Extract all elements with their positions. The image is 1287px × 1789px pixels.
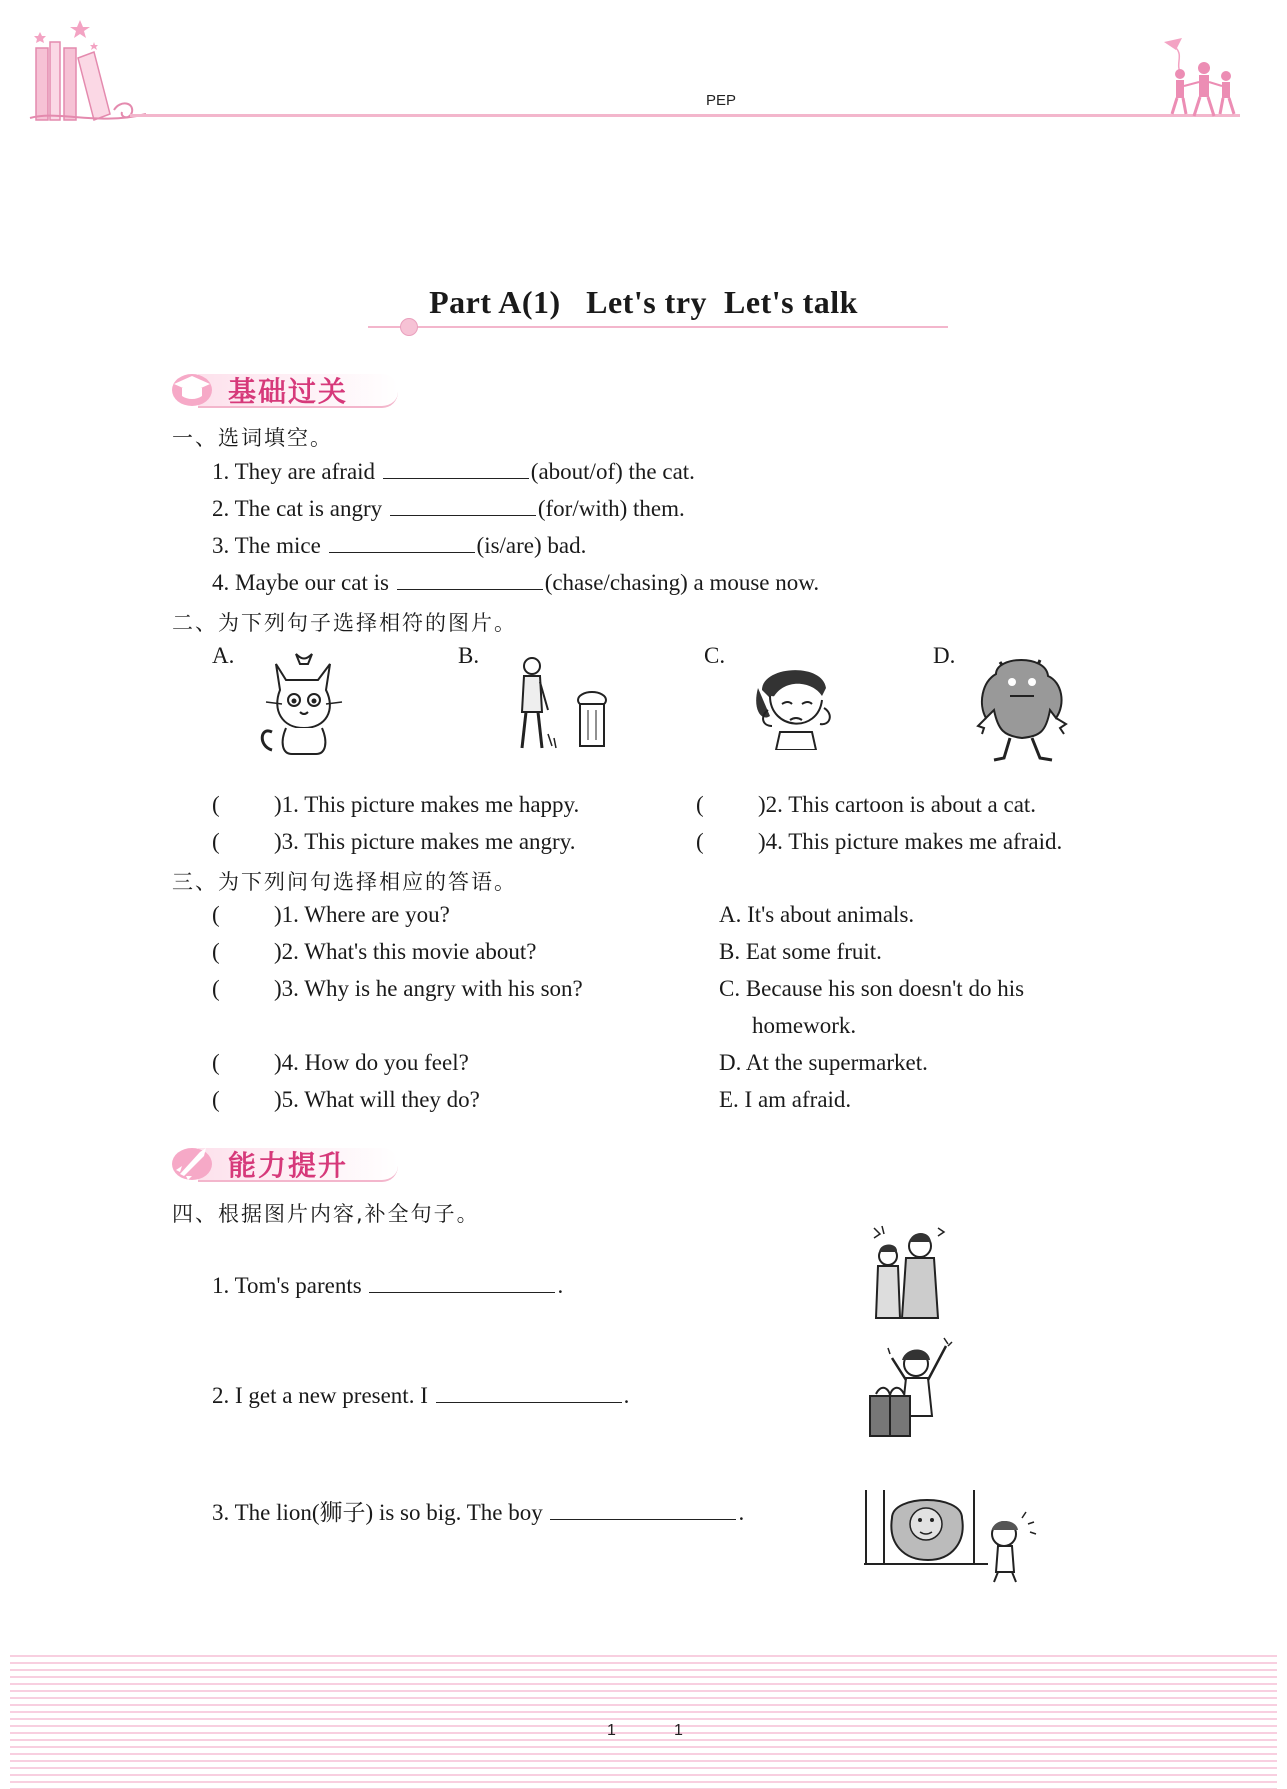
answer-blank[interactable] bbox=[390, 495, 536, 516]
answer-paren[interactable]: ( bbox=[696, 829, 704, 854]
happy-girl-present-picture bbox=[866, 1334, 958, 1440]
crying-girl-picture bbox=[752, 660, 846, 750]
answer-blank[interactable] bbox=[383, 458, 529, 479]
section-banner-basic bbox=[170, 368, 400, 408]
q4-item-period: . bbox=[738, 1500, 745, 1525]
q4-item-period: . bbox=[557, 1273, 564, 1298]
boy-with-trash-can-picture bbox=[508, 654, 614, 766]
q3-question-text: )3. Why is he angry with his son? bbox=[274, 976, 583, 1001]
graduation-cap-icon bbox=[170, 368, 214, 408]
answer-paren[interactable]: ( bbox=[212, 829, 220, 854]
q3-question-4 bbox=[212, 1050, 469, 1076]
q2-item-2 bbox=[696, 792, 1036, 818]
title-underline bbox=[368, 326, 948, 328]
answer-blank[interactable] bbox=[397, 569, 543, 590]
answer-blank[interactable] bbox=[329, 532, 475, 553]
answer-paren[interactable]: ( bbox=[212, 1087, 220, 1112]
q1-item-1 bbox=[212, 458, 695, 485]
q1-item-options: (for/with) them. bbox=[537, 496, 685, 521]
q2-item-3 bbox=[212, 829, 575, 855]
q4-item-2 bbox=[212, 1382, 629, 1409]
q2-heading: 二、为下列句子选择相符的图片。 bbox=[172, 611, 517, 635]
q3-question-2 bbox=[212, 939, 536, 965]
q1-item-options: (about/of) the cat. bbox=[530, 459, 695, 484]
q1-item-text: 3. The mice bbox=[212, 533, 321, 558]
q3-question-text: )1. Where are you? bbox=[274, 902, 450, 927]
page-number: 1 bbox=[607, 1722, 616, 1739]
q3-answer-a: A. It's about animals. bbox=[719, 902, 915, 927]
q1-item-3 bbox=[212, 532, 586, 559]
children-kite-icon bbox=[1160, 36, 1242, 118]
q4-heading: 四、根据图片内容,补全句子。 bbox=[172, 1202, 480, 1226]
lion-and-boy-picture bbox=[862, 1488, 1058, 1584]
answer-blank[interactable] bbox=[550, 1499, 736, 1520]
answer-paren[interactable]: ( bbox=[212, 939, 220, 964]
q1-item-2 bbox=[212, 495, 685, 522]
series-label: PEP bbox=[706, 92, 737, 109]
monster-picture bbox=[970, 652, 1074, 764]
section-banner-advanced bbox=[170, 1142, 400, 1182]
q1-item-text: 2. The cat is angry bbox=[212, 496, 383, 521]
q4-item-3 bbox=[212, 1494, 744, 1527]
q3-answer-d: D. At the supermarket. bbox=[719, 1050, 928, 1075]
q4-item-text: 2. I get a new present. I bbox=[212, 1383, 428, 1408]
q3-question-5 bbox=[212, 1087, 480, 1113]
q3-answer-c: C. Because his son doesn't do his bbox=[719, 976, 1025, 1001]
answer-paren[interactable]: ( bbox=[696, 792, 704, 817]
section-label: 基础过关 bbox=[228, 375, 349, 408]
answer-paren[interactable]: ( bbox=[212, 792, 220, 817]
q2-item-text: )4. This picture makes me afraid. bbox=[758, 829, 1063, 854]
q1-item-text: 4. Maybe our cat is bbox=[212, 570, 389, 595]
q1-item-4 bbox=[212, 569, 819, 596]
q3-answer-b: B. Eat some fruit. bbox=[719, 939, 882, 964]
q3-heading: 三、为下列问句选择相应的答语。 bbox=[172, 870, 517, 894]
q4-item-text: 1. Tom's parents bbox=[212, 1273, 362, 1298]
option-label-c: C. bbox=[704, 643, 726, 668]
q2-item-1 bbox=[212, 792, 579, 818]
answer-paren[interactable]: ( bbox=[212, 902, 220, 927]
option-label-b: B. bbox=[458, 643, 480, 668]
q2-item-text: )3. This picture makes me angry. bbox=[274, 829, 576, 854]
option-label-d: D. bbox=[933, 643, 956, 668]
option-label-a: A. bbox=[212, 643, 235, 668]
q3-question-text: )2. What's this movie about? bbox=[274, 939, 537, 964]
q1-item-text: 1. They are afraid bbox=[212, 459, 376, 484]
answer-paren[interactable]: ( bbox=[212, 976, 220, 1001]
q4-item-1 bbox=[212, 1272, 563, 1299]
q2-item-text: )2. This cartoon is about a cat. bbox=[758, 792, 1037, 817]
q2-item-text: )1. This picture makes me happy. bbox=[274, 792, 580, 817]
q3-answer-c-cont: homework. bbox=[752, 1013, 857, 1038]
q1-heading: 一、选词填空。 bbox=[172, 426, 333, 450]
q1-item-options: (is/are) bad. bbox=[476, 533, 587, 558]
title-dot bbox=[400, 318, 418, 336]
page-title: Part A(1) Let's try Let's talk bbox=[429, 284, 858, 320]
q4-item-text: 3. The lion(狮子) is so big. The boy bbox=[212, 1500, 543, 1525]
cat-picture bbox=[256, 650, 352, 762]
q1-item-options: (chase/chasing) a mouse now. bbox=[544, 570, 820, 595]
header-rule bbox=[130, 114, 1240, 117]
q3-question-1 bbox=[212, 902, 450, 928]
answer-paren[interactable]: ( bbox=[212, 1050, 220, 1075]
angry-parents-picture bbox=[872, 1222, 950, 1320]
rocket-icon bbox=[170, 1142, 214, 1182]
page-number: 1 bbox=[674, 1722, 683, 1739]
q3-answer-e: E. I am afraid. bbox=[719, 1087, 852, 1112]
q3-question-3 bbox=[212, 976, 583, 1002]
answer-blank[interactable] bbox=[369, 1272, 555, 1293]
q4-item-period: . bbox=[623, 1383, 630, 1408]
footer-band bbox=[10, 1655, 1277, 1789]
q3-question-text: )4. How do you feel? bbox=[274, 1050, 469, 1075]
q2-item-4 bbox=[696, 829, 1062, 855]
answer-blank[interactable] bbox=[436, 1382, 622, 1403]
section-label: 能力提升 bbox=[228, 1149, 349, 1182]
q3-question-text: )5. What will they do? bbox=[274, 1087, 480, 1112]
